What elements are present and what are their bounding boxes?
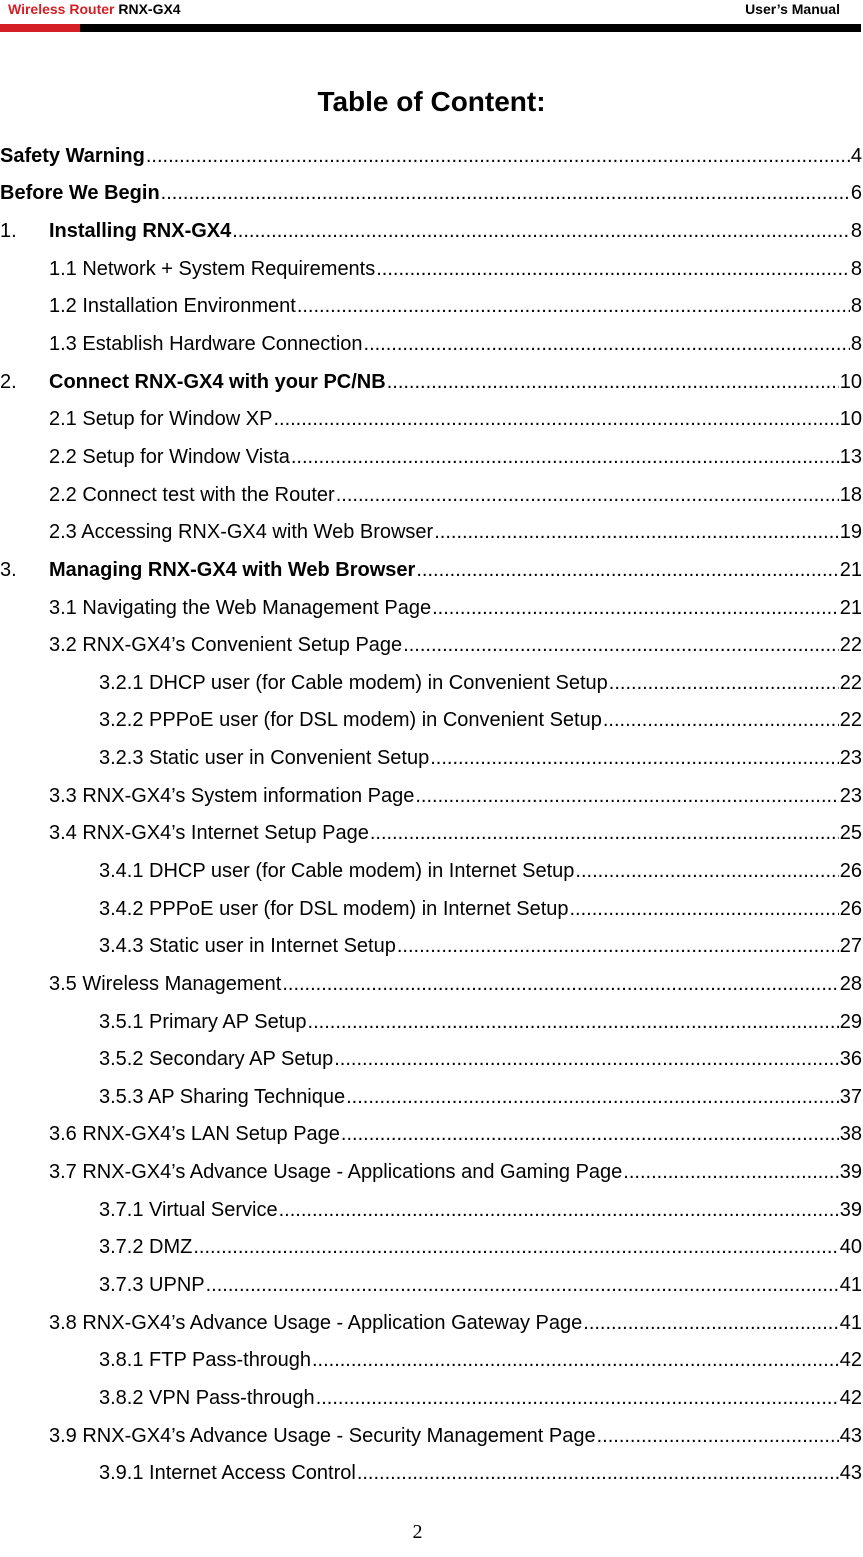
toc-entry-page: 8	[850, 333, 862, 356]
toc-entry-label: 3.7.2 DMZ	[99, 1236, 193, 1259]
toc-entry-label: 3.7.3 UPNP	[99, 1274, 205, 1297]
toc-dot-leader	[415, 784, 838, 808]
toc-entry-label: 3.5 Wireless Management	[49, 972, 282, 995]
toc-dot-leader	[357, 1461, 839, 1485]
toc-entry[interactable]	[0, 1304, 863, 1342]
toc-entry[interactable]	[0, 1229, 863, 1267]
toc-dot-leader	[403, 633, 839, 657]
toc-entry[interactable]	[0, 288, 863, 326]
toc-entry-label: 3.6 RNX-GX4’s LAN Setup Page	[49, 1123, 340, 1146]
toc-dot-leader	[376, 257, 850, 281]
toc-entry[interactable]	[0, 965, 863, 1003]
toc-entry-page: 40	[839, 1236, 862, 1259]
toc-entry-page: 41	[839, 1311, 862, 1334]
toc-entry[interactable]	[0, 739, 863, 777]
toc-entry-page: 8	[850, 295, 862, 318]
toc-entry-label: 3.8.2 VPN Pass-through	[99, 1386, 315, 1409]
toc-dot-leader	[430, 746, 839, 770]
toc-entry[interactable]	[0, 664, 863, 702]
toc-dot-leader	[146, 144, 850, 168]
toc-entry-label: 3.7 RNX-GX4’s Advance Usage - Applications and Gaming Page	[49, 1161, 623, 1184]
toc-entry-number: 1.	[0, 220, 17, 243]
toc-entry[interactable]	[0, 438, 863, 476]
toc-entry-label: Before We Begin	[0, 182, 160, 205]
header-product	[8, 0, 181, 18]
toc-entry-label: 2.1 Setup for Window XP	[49, 408, 273, 431]
toc-entry-label: 3.2.1 DHCP user (for Cable modem) in Convenient Setup	[99, 671, 608, 694]
toc-entry-page: 19	[839, 521, 862, 544]
toc-entry[interactable]	[0, 702, 863, 740]
toc-entry[interactable]	[0, 1417, 863, 1455]
toc-entry[interactable]	[0, 400, 863, 438]
toc-dot-leader	[312, 1348, 839, 1372]
toc-entry-page: 39	[839, 1198, 862, 1221]
toc-entry-label: 3.8 RNX-GX4’s Advance Usage - Application Gateway Page	[49, 1311, 583, 1334]
toc-dot-leader	[193, 1235, 838, 1259]
toc-dot-leader	[161, 181, 850, 205]
toc-entry-page: 4	[850, 144, 862, 167]
toc-entry-page: 26	[839, 897, 862, 920]
header-manual-label: User’s Manual	[745, 1, 840, 17]
toc-entry-page: 18	[839, 483, 862, 506]
toc-entry-label: 3.1 Navigating the Web Management Page	[49, 596, 432, 619]
toc-entry-page: 8	[850, 220, 862, 243]
toc-dot-leader	[346, 1085, 839, 1109]
toc-entry-label: Safety Warning	[0, 144, 145, 167]
toc-entry[interactable]	[0, 890, 863, 928]
toc-entry-number: 2.	[0, 370, 17, 393]
toc-entry-label: Managing RNX-GX4 with Web Browser	[49, 558, 416, 581]
toc-dot-leader	[434, 520, 839, 544]
toc-entry-label: 1.2 Installation Environment	[49, 295, 296, 318]
toc-entry[interactable]	[0, 1116, 863, 1154]
toc-entry[interactable]	[0, 1040, 863, 1078]
toc-entry-page: 25	[839, 822, 862, 845]
toc-entry[interactable]	[0, 1003, 863, 1041]
toc-entry-label: 3.2.2 PPPoE user (for DSL modem) in Convenient Setup	[99, 709, 602, 732]
toc-entry-page: 22	[839, 709, 862, 732]
toc-entry[interactable]	[0, 589, 863, 627]
toc-entry-page: 41	[839, 1274, 862, 1297]
toc-entry-label: 2.2 Setup for Window Vista	[49, 445, 290, 468]
toc-entry-label: 3.4.3 Static user in Internet Setup	[99, 935, 396, 958]
toc-dot-leader	[623, 1160, 838, 1184]
toc-dot-leader	[575, 859, 838, 883]
toc-entry[interactable]	[0, 626, 863, 664]
toc-dot-leader	[273, 407, 838, 431]
toc-entry-page: 42	[839, 1349, 862, 1372]
toc-entry-label: 3.4.1 DHCP user (for Cable modem) in Internet Setup	[99, 859, 575, 882]
toc-entry-label: 2.2 Connect test with the Router	[49, 483, 335, 506]
toc-dot-leader	[308, 1010, 839, 1034]
toc-entry-page: 26	[839, 859, 862, 882]
toc-entry-number: 3.	[0, 558, 17, 581]
header-rule-accent	[0, 24, 80, 32]
toc-dot-leader	[334, 1047, 839, 1071]
toc-entry-label: 3.7.1 Virtual Service	[99, 1198, 278, 1221]
toc-dot-leader	[397, 934, 839, 958]
toc-entry-page: 22	[839, 671, 862, 694]
toc-entry-label: 3.5.3 AP Sharing Technique	[99, 1085, 346, 1108]
toc-entry[interactable]	[0, 175, 863, 213]
toc-entry-page: 13	[839, 445, 862, 468]
toc-entry[interactable]	[0, 777, 863, 815]
toc-entry[interactable]	[0, 137, 863, 175]
toc-entry-label: 3.9.1 Internet Access Control	[99, 1462, 356, 1485]
toc-entry-page: 6	[850, 182, 862, 205]
toc-entry-page: 36	[839, 1048, 862, 1071]
table-of-contents	[0, 137, 863, 1492]
toc-dot-leader	[387, 370, 839, 394]
toc-entry-page: 8	[850, 257, 862, 280]
toc-entry[interactable]	[0, 363, 863, 401]
page-title: Table of Content:	[317, 86, 546, 117]
toc-entry-page: 21	[839, 596, 862, 619]
header-rule	[80, 24, 861, 32]
toc-entry-label: Installing RNX-GX4	[49, 220, 232, 243]
toc-entry[interactable]	[0, 250, 863, 288]
toc-entry-page: 29	[839, 1010, 862, 1033]
toc-entry[interactable]	[0, 815, 863, 853]
toc-entry[interactable]	[0, 1454, 863, 1492]
toc-entry-page: 10	[839, 370, 862, 393]
toc-entry[interactable]	[0, 551, 863, 589]
toc-entry[interactable]	[0, 1191, 863, 1229]
toc-dot-leader	[291, 445, 839, 469]
toc-dot-leader	[583, 1311, 838, 1335]
toc-entry-label: 3.2.3 Static user in Convenient Setup	[99, 747, 430, 770]
toc-entry-page: 39	[839, 1161, 862, 1184]
toc-dot-leader	[336, 483, 839, 507]
toc-entry[interactable]	[0, 476, 863, 514]
header-brand: Wireless Router	[8, 1, 115, 17]
toc-entry-page: 23	[839, 747, 862, 770]
toc-entry[interactable]	[0, 1379, 863, 1417]
toc-dot-leader	[432, 596, 839, 620]
toc-entry-page: 27	[839, 935, 862, 958]
toc-dot-leader	[232, 219, 850, 243]
toc-dot-leader	[364, 332, 850, 356]
toc-entry-label: 2.3 Accessing RNX-GX4 with Web Browser	[49, 521, 434, 544]
toc-entry[interactable]	[0, 1078, 863, 1116]
toc-entry-label: 1.3 Establish Hardware Connection	[49, 333, 363, 356]
toc-entry-label: 1.1 Network + System Requirements	[49, 257, 376, 280]
toc-entry-page: 37	[839, 1085, 862, 1108]
toc-entry-page: 43	[839, 1462, 862, 1485]
toc-entry-page: 22	[839, 634, 862, 657]
toc-entry[interactable]	[0, 325, 863, 363]
toc-entry-page: 21	[839, 558, 862, 581]
toc-entry-label: Connect RNX-GX4 with your PC/NB	[49, 370, 386, 393]
toc-entry-label: 3.4.2 PPPoE user (for DSL modem) in Internet Setup	[99, 897, 569, 920]
toc-entry[interactable]	[0, 852, 863, 890]
toc-dot-leader	[597, 1424, 839, 1448]
toc-entry-page: 43	[839, 1424, 862, 1447]
toc-dot-leader	[341, 1122, 839, 1146]
toc-entry[interactable]	[0, 513, 863, 551]
toc-entry-label: 3.8.1 FTP Pass-through	[99, 1349, 311, 1372]
toc-dot-leader	[570, 897, 839, 921]
toc-entry[interactable]	[0, 1266, 863, 1304]
toc-dot-leader	[279, 1198, 839, 1222]
toc-dot-leader	[416, 558, 838, 582]
toc-entry-page: 28	[839, 972, 862, 995]
toc-entry-label: 3.9 RNX-GX4’s Advance Usage - Security Management Page	[49, 1424, 596, 1447]
toc-dot-leader	[206, 1273, 839, 1297]
toc-dot-leader	[297, 294, 850, 318]
toc-entry-label: 3.5.1 Primary AP Setup	[99, 1010, 307, 1033]
toc-entry[interactable]	[0, 1153, 863, 1191]
toc-dot-leader	[603, 708, 839, 732]
header-model: RNX-GX4	[118, 1, 181, 17]
toc-entry-page: 10	[839, 408, 862, 431]
toc-dot-leader	[316, 1386, 839, 1410]
toc-entry-label: 3.2 RNX-GX4’s Convenient Setup Page	[49, 634, 403, 657]
page-number: 2	[412, 1521, 423, 1543]
toc-dot-leader	[370, 821, 839, 845]
toc-entry-page: 38	[839, 1123, 862, 1146]
toc-entry-label: 3.3 RNX-GX4’s System information Page	[49, 784, 415, 807]
toc-entry[interactable]	[0, 927, 863, 965]
toc-entry-page: 23	[839, 784, 862, 807]
toc-entry-label: 3.5.2 Secondary AP Setup	[99, 1048, 334, 1071]
toc-dot-leader	[609, 671, 839, 695]
toc-entry[interactable]	[0, 1342, 863, 1380]
toc-entry-page: 42	[839, 1386, 862, 1409]
toc-entry[interactable]	[0, 212, 863, 250]
toc-entry-label: 3.4 RNX-GX4’s Internet Setup Page	[49, 822, 369, 845]
toc-dot-leader	[282, 972, 838, 996]
